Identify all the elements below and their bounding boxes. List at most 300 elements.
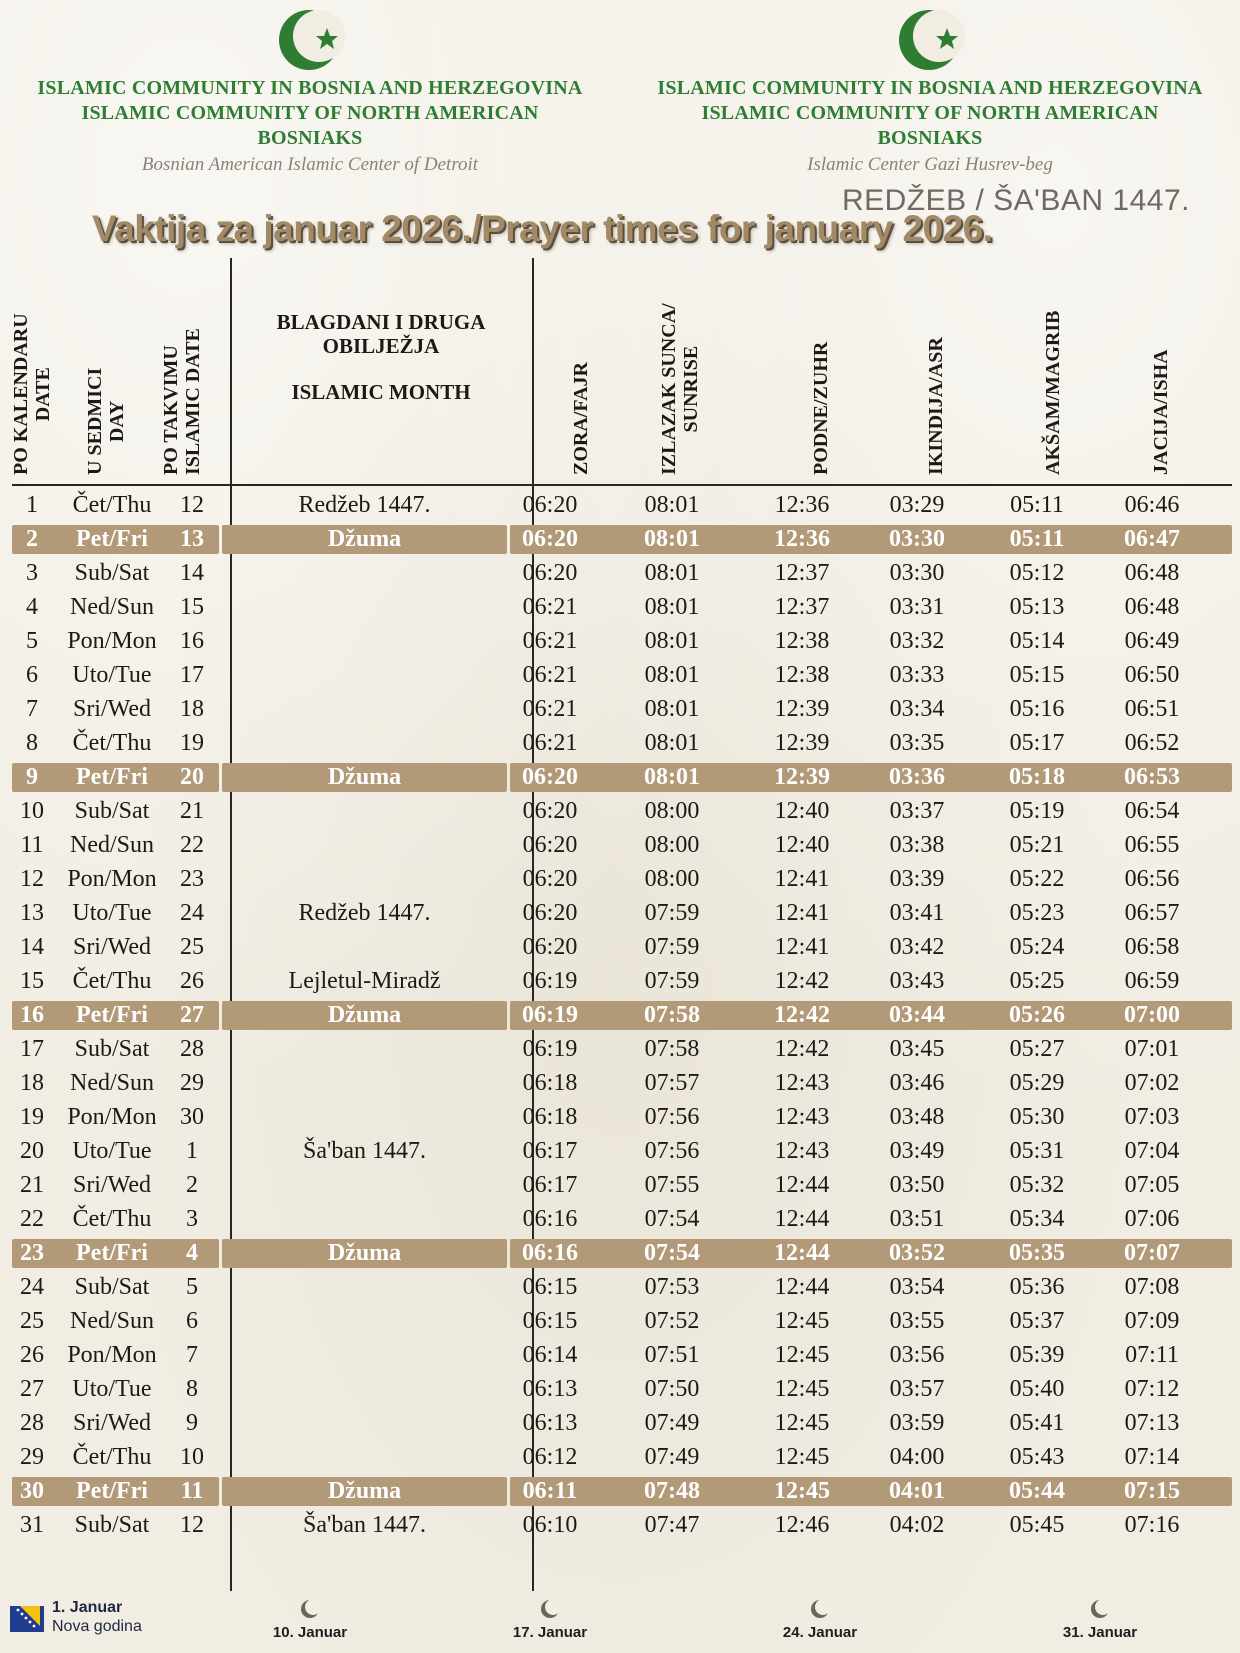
cell-day: Pet/Fri	[76, 1002, 148, 1028]
page-title: Vaktija za januar 2026./Prayer times for january 2026.	[92, 208, 993, 249]
cell-asr: 03:34	[889, 696, 945, 722]
org-subtitle: Bosnian American Islamic Center of Detroit	[141, 154, 479, 175]
cell-day: Sub/Sat	[74, 560, 150, 586]
cell-date: 28	[20, 1410, 44, 1436]
table-row	[12, 556, 1232, 590]
cell-sunrise: 07:53	[644, 1274, 700, 1300]
cell-isha: 06:53	[1124, 764, 1180, 790]
table-header	[12, 258, 1232, 483]
table-row	[12, 964, 1232, 998]
cell-asr: 03:43	[889, 968, 945, 994]
cell-sunrise: 07:57	[644, 1070, 700, 1096]
cell-asr: 03:50	[889, 1172, 945, 1198]
cell-asr: 03:29	[889, 492, 945, 518]
cell-isha: 07:09	[1124, 1308, 1180, 1334]
header	[0, 0, 1240, 175]
header-zuhr: PODNE/ZUHR	[810, 341, 832, 475]
table-row	[12, 998, 1232, 1032]
cell-date: 24	[20, 1274, 44, 1300]
cell-asr: 03:44	[889, 1002, 945, 1028]
cell-zuhr: 12:44	[774, 1240, 830, 1266]
cell-note: Ša'ban 1447.	[303, 1512, 426, 1538]
cell-day: Sub/Sat	[74, 1036, 150, 1062]
cell-zuhr: 12:42	[774, 1036, 830, 1062]
crescent-icon	[298, 1598, 322, 1620]
cell-date: 25	[20, 1308, 44, 1334]
table-row	[12, 1134, 1232, 1168]
cell-date: 21	[20, 1172, 44, 1198]
cell-date: 8	[26, 730, 38, 756]
cell-zuhr: 12:44	[774, 1172, 830, 1198]
cell-day: Pet/Fri	[76, 1478, 148, 1504]
cell-date: 5	[26, 628, 38, 654]
cell-note: Džuma	[327, 1478, 402, 1504]
header-maghrib: AKŠAM/MAGRIB	[1042, 310, 1064, 475]
cell-sunrise: 08:01	[644, 696, 700, 722]
header-asr: IKINDIJA/ASR	[925, 337, 947, 475]
cell-date: 22	[20, 1206, 44, 1232]
cell-fajr: 06:21	[522, 628, 578, 654]
cell-date: 29	[20, 1444, 44, 1470]
cell-note: Džuma	[327, 764, 402, 790]
cell-fajr: 06:16	[522, 1206, 578, 1232]
cell-islamic-date: 30	[180, 1104, 204, 1130]
org-line-2: ISLAMIC COMMUNITY OF NORTH AMERICAN BOSNIAKS	[81, 102, 539, 149]
cell-day: Ned/Sun	[70, 1070, 154, 1096]
cell-sunrise: 07:49	[644, 1410, 700, 1436]
cell-maghrib: 05:21	[1009, 832, 1065, 858]
cell-day: Pet/Fri	[76, 526, 148, 552]
cell-date: 15	[20, 968, 44, 994]
cell-islamic-date: 12	[180, 492, 204, 518]
cell-zuhr: 12:36	[774, 526, 830, 552]
cell-date: 30	[20, 1478, 44, 1504]
cell-sunrise: 08:01	[644, 560, 700, 586]
cell-day: Pon/Mon	[67, 628, 157, 654]
table-row	[12, 1338, 1232, 1372]
footer-event: 10. Januar	[250, 1598, 370, 1641]
cell-asr: 03:32	[889, 628, 945, 654]
cell-maghrib: 05:14	[1009, 628, 1065, 654]
cell-isha: 07:15	[1124, 1478, 1180, 1504]
header-date: PO KALENDARU DATE	[10, 313, 54, 475]
cell-isha: 07:16	[1124, 1512, 1180, 1538]
cell-isha: 07:07	[1124, 1240, 1180, 1266]
cell-day: Pon/Mon	[67, 866, 157, 892]
cell-day: Uto/Tue	[72, 900, 152, 926]
cell-zuhr: 12:44	[774, 1206, 830, 1232]
cell-isha: 06:48	[1124, 594, 1180, 620]
table-body	[12, 488, 1232, 1542]
cell-day: Pon/Mon	[67, 1342, 157, 1368]
cell-maghrib: 05:29	[1009, 1070, 1065, 1096]
cell-fajr: 06:21	[522, 662, 578, 688]
cell-fajr: 06:19	[522, 1036, 578, 1062]
cell-islamic-date: 18	[180, 696, 204, 722]
cell-isha: 07:11	[1125, 1342, 1179, 1368]
cell-isha: 06:52	[1124, 730, 1180, 756]
cell-isha: 06:46	[1124, 492, 1180, 518]
cell-fajr: 06:15	[522, 1308, 578, 1334]
cell-isha: 06:57	[1124, 900, 1180, 926]
table-row	[12, 624, 1232, 658]
table-row	[12, 1406, 1232, 1440]
cell-asr: 03:42	[889, 934, 945, 960]
table-row	[12, 1066, 1232, 1100]
cell-islamic-date: 17	[180, 662, 204, 688]
cell-islamic-date: 22	[180, 832, 204, 858]
cell-maghrib: 05:43	[1009, 1444, 1065, 1470]
cell-zuhr: 12:43	[774, 1070, 830, 1096]
cell-islamic-date: 15	[180, 594, 204, 620]
cell-fajr: 06:21	[522, 594, 578, 620]
cell-fajr: 06:18	[522, 1104, 578, 1130]
cell-zuhr: 12:45	[774, 1410, 830, 1436]
cell-isha: 06:48	[1124, 560, 1180, 586]
header-sunrise: IZLAZAK SUNCA/ SUNRISE	[658, 303, 702, 475]
cell-day: Sri/Wed	[72, 696, 152, 722]
cell-maghrib: 05:36	[1009, 1274, 1065, 1300]
table-row	[12, 828, 1232, 862]
cell-fajr: 06:20	[522, 560, 578, 586]
cell-zuhr: 12:45	[774, 1478, 830, 1504]
cell-day: Pet/Fri	[76, 1240, 148, 1266]
cell-date: 12	[20, 866, 44, 892]
cell-isha: 06:55	[1124, 832, 1180, 858]
cell-asr: 03:59	[889, 1410, 945, 1436]
cell-date: 1	[26, 492, 38, 518]
cell-day: Ned/Sun	[70, 594, 154, 620]
cell-sunrise: 07:59	[644, 968, 700, 994]
table-row	[12, 862, 1232, 896]
table-row	[12, 896, 1232, 930]
cell-asr: 03:54	[889, 1274, 945, 1300]
cell-day: Sri/Wed	[72, 934, 152, 960]
cell-day: Pon/Mon	[67, 1104, 157, 1130]
cell-day: Uto/Tue	[72, 1376, 152, 1402]
table-row	[12, 692, 1232, 726]
cell-zuhr: 12:39	[774, 764, 830, 790]
crescent-icon	[538, 1598, 562, 1620]
cell-islamic-date: 23	[180, 866, 204, 892]
cell-zuhr: 12:46	[774, 1512, 830, 1538]
cell-maghrib: 05:24	[1009, 934, 1065, 960]
cell-sunrise: 07:54	[644, 1206, 700, 1232]
cell-sunrise: 08:01	[644, 662, 700, 688]
cell-isha: 06:58	[1124, 934, 1180, 960]
cell-sunrise: 07:55	[644, 1172, 700, 1198]
cell-isha: 07:02	[1124, 1070, 1180, 1096]
cell-day: Čet/Thu	[72, 968, 152, 994]
cell-islamic-date: 19	[180, 730, 204, 756]
cell-isha: 06:51	[1124, 696, 1180, 722]
cell-islamic-date: 21	[180, 798, 204, 824]
cell-fajr: 06:20	[522, 764, 578, 790]
cell-asr: 03:41	[889, 900, 945, 926]
cell-date: 7	[26, 696, 38, 722]
cell-islamic-date: 2	[186, 1172, 198, 1198]
cell-zuhr: 12:38	[774, 628, 830, 654]
cell-isha: 07:03	[1124, 1104, 1180, 1130]
cell-sunrise: 07:52	[644, 1308, 700, 1334]
cell-day: Uto/Tue	[72, 1138, 152, 1164]
cell-date: 2	[26, 526, 38, 552]
cell-isha: 07:05	[1124, 1172, 1180, 1198]
cell-zuhr: 12:42	[774, 968, 830, 994]
cell-day: Pet/Fri	[76, 764, 148, 790]
cell-date: 6	[26, 662, 38, 688]
cell-day: Sub/Sat	[74, 1512, 150, 1538]
crescent-star-logo-icon	[895, 2, 965, 76]
table-row	[12, 1236, 1232, 1270]
cell-date: 23	[20, 1240, 44, 1266]
cell-note: Redžeb 1447.	[298, 900, 431, 926]
cell-date: 13	[20, 900, 44, 926]
table-row	[12, 1304, 1232, 1338]
cell-date: 31	[20, 1512, 44, 1538]
bosnia-flag-icon	[10, 1606, 44, 1632]
cell-islamic-date: 13	[180, 526, 204, 552]
table-row	[12, 1508, 1232, 1542]
cell-maghrib: 05:44	[1009, 1478, 1065, 1504]
cell-fajr: 06:14	[522, 1342, 578, 1368]
table-row	[12, 1372, 1232, 1406]
table-row	[12, 1270, 1232, 1304]
cell-day: Ned/Sun	[70, 832, 154, 858]
cell-isha: 07:13	[1124, 1410, 1180, 1436]
cell-sunrise: 07:58	[644, 1036, 700, 1062]
cell-asr: 03:30	[889, 560, 945, 586]
cell-maghrib: 05:19	[1009, 798, 1065, 824]
cell-islamic-date: 3	[186, 1206, 198, 1232]
cell-fajr: 06:17	[522, 1172, 578, 1198]
cell-maghrib: 05:11	[1010, 492, 1064, 518]
cell-asr: 03:33	[889, 662, 945, 688]
cell-asr: 03:46	[889, 1070, 945, 1096]
table-row	[12, 1168, 1232, 1202]
cell-asr: 03:39	[889, 866, 945, 892]
cell-asr: 03:55	[889, 1308, 945, 1334]
cell-sunrise: 07:58	[644, 1002, 700, 1028]
cell-asr: 03:49	[889, 1138, 945, 1164]
cell-fajr: 06:13	[522, 1410, 578, 1436]
cell-asr: 03:35	[889, 730, 945, 756]
cell-day: Uto/Tue	[72, 662, 152, 688]
cell-maghrib: 05:16	[1009, 696, 1065, 722]
cell-islamic-date: 8	[186, 1376, 198, 1402]
cell-maghrib: 05:35	[1009, 1240, 1065, 1266]
cell-zuhr: 12:45	[774, 1376, 830, 1402]
cell-fajr: 06:11	[522, 1478, 578, 1504]
cell-maghrib: 05:25	[1009, 968, 1065, 994]
cell-sunrise: 08:01	[644, 594, 700, 620]
cell-isha: 06:59	[1124, 968, 1180, 994]
cell-fajr: 06:20	[522, 832, 578, 858]
cell-asr: 03:52	[889, 1240, 945, 1266]
cell-zuhr: 12:39	[774, 730, 830, 756]
cell-asr: 03:30	[889, 526, 945, 552]
cell-isha: 07:06	[1124, 1206, 1180, 1232]
cell-date: 3	[26, 560, 38, 586]
cell-isha: 07:01	[1124, 1036, 1180, 1062]
cell-asr: 03:45	[889, 1036, 945, 1062]
cell-maghrib: 05:12	[1009, 560, 1065, 586]
footer-event: 17. Januar	[490, 1598, 610, 1641]
table-row	[12, 1100, 1232, 1134]
cell-maghrib: 05:27	[1009, 1036, 1065, 1062]
cell-day: Čet/Thu	[72, 1444, 152, 1470]
cell-isha: 06:56	[1124, 866, 1180, 892]
table-row	[12, 1202, 1232, 1236]
cell-islamic-date: 14	[180, 560, 204, 586]
cell-date: 19	[20, 1104, 44, 1130]
cell-islamic-date: 27	[180, 1002, 204, 1028]
cell-date: 20	[20, 1138, 44, 1164]
cell-islamic-date: 28	[180, 1036, 204, 1062]
cell-asr: 03:56	[889, 1342, 945, 1368]
cell-maghrib: 05:40	[1009, 1376, 1065, 1402]
cell-sunrise: 08:00	[644, 866, 700, 892]
cell-zuhr: 12:39	[774, 696, 830, 722]
cell-zuhr: 12:37	[774, 594, 830, 620]
cell-islamic-date: 11	[180, 1478, 204, 1504]
cell-zuhr: 12:43	[774, 1104, 830, 1130]
cell-islamic-date: 26	[180, 968, 204, 994]
org-line-1: ISLAMIC COMMUNITY IN BOSNIA AND HERZEGOVINA	[37, 77, 583, 99]
cell-fajr: 06:13	[522, 1376, 578, 1402]
cell-zuhr: 12:41	[774, 866, 830, 892]
cell-zuhr: 12:42	[774, 1002, 830, 1028]
cell-maghrib: 05:22	[1009, 866, 1065, 892]
cell-islamic-date: 1	[186, 1138, 198, 1164]
cell-date: 26	[20, 1342, 44, 1368]
cell-fajr: 06:12	[522, 1444, 578, 1470]
org-line-2: ISLAMIC COMMUNITY OF NORTH AMERICAN BOSNIAKS	[701, 102, 1159, 149]
cell-zuhr: 12:45	[774, 1342, 830, 1368]
cell-islamic-date: 25	[180, 934, 204, 960]
cell-sunrise: 08:00	[644, 798, 700, 824]
cell-sunrise: 07:47	[644, 1512, 700, 1538]
cell-fajr: 06:20	[522, 866, 578, 892]
cell-date: 9	[26, 764, 38, 790]
org-block-left	[30, 0, 590, 177]
cell-isha: 06:49	[1124, 628, 1180, 654]
cell-sunrise: 07:50	[644, 1376, 700, 1402]
cell-isha: 07:00	[1124, 1002, 1180, 1028]
cell-zuhr: 12:40	[774, 798, 830, 824]
cell-islamic-date: 10	[180, 1444, 204, 1470]
cell-sunrise: 07:56	[644, 1138, 700, 1164]
org-block-right	[650, 0, 1210, 177]
cell-day: Čet/Thu	[72, 730, 152, 756]
crescent-star-logo-icon	[275, 2, 345, 76]
cell-zuhr: 12:41	[774, 934, 830, 960]
cell-fajr: 06:19	[522, 968, 578, 994]
cell-day: Ned/Sun	[70, 1308, 154, 1334]
cell-date: 14	[20, 934, 44, 960]
cell-islamic-date: 12	[180, 1512, 204, 1538]
cell-note: Lejletul-Miradž	[288, 968, 441, 994]
cell-fajr: 06:20	[522, 934, 578, 960]
cell-sunrise: 08:01	[644, 492, 700, 518]
cell-date: 18	[20, 1070, 44, 1096]
cell-maghrib: 05:15	[1009, 662, 1065, 688]
cell-sunrise: 08:01	[644, 730, 700, 756]
cell-date: 10	[20, 798, 44, 824]
hijri-months-label: REDŽEB / ŠA'BAN 1447.	[841, 184, 1190, 217]
cell-sunrise: 07:54	[644, 1240, 700, 1266]
cell-date: 27	[20, 1376, 44, 1402]
cell-sunrise: 08:01	[644, 764, 700, 790]
cell-note: Džuma	[327, 1002, 402, 1028]
cell-day: Sub/Sat	[74, 798, 150, 824]
cell-maghrib: 05:30	[1009, 1104, 1065, 1130]
table-row	[12, 590, 1232, 624]
cell-isha: 06:54	[1124, 798, 1180, 824]
new-year-note: 1. Januar Nova godina	[52, 1599, 142, 1635]
cell-maghrib: 05:37	[1009, 1308, 1065, 1334]
cell-note: Redžeb 1447.	[298, 492, 431, 518]
cell-day: Čet/Thu	[72, 492, 152, 518]
cell-sunrise: 08:01	[644, 526, 700, 552]
header-fajr: ZORA/FAJR	[570, 362, 592, 475]
cell-date: 4	[26, 594, 38, 620]
cell-isha: 06:47	[1124, 526, 1180, 552]
cell-day: Sub/Sat	[74, 1274, 150, 1300]
header-divider	[12, 484, 1232, 486]
crescent-icon	[1088, 1598, 1112, 1620]
footer-event: 31. Januar	[1040, 1598, 1160, 1641]
footer-event: 24. Januar	[760, 1598, 880, 1641]
cell-maghrib: 05:34	[1009, 1206, 1065, 1232]
cell-isha: 07:12	[1124, 1376, 1180, 1402]
table-row	[12, 1032, 1232, 1066]
footer	[0, 1594, 1240, 1653]
header-islamic-date: PO TAKVIMU ISLAMIC DATE	[160, 328, 204, 475]
cell-zuhr: 12:44	[774, 1274, 830, 1300]
cell-day: Čet/Thu	[72, 1206, 152, 1232]
table-row	[12, 1474, 1232, 1508]
cell-islamic-date: 20	[180, 764, 204, 790]
table-row	[12, 658, 1232, 692]
cell-note: Džuma	[327, 1240, 402, 1266]
cell-asr: 03:57	[889, 1376, 945, 1402]
cell-note: Ša'ban 1447.	[303, 1138, 426, 1164]
cell-maghrib: 05:32	[1009, 1172, 1065, 1198]
cell-asr: 03:38	[889, 832, 945, 858]
cell-asr: 04:02	[889, 1512, 945, 1538]
cell-islamic-date: 6	[186, 1308, 198, 1334]
cell-fajr: 06:16	[522, 1240, 578, 1266]
cell-sunrise: 08:00	[644, 832, 700, 858]
prayer-times-table	[12, 258, 1232, 1591]
cell-maghrib: 05:41	[1009, 1410, 1065, 1436]
org-line-1: ISLAMIC COMMUNITY IN BOSNIA AND HERZEGOVINA	[657, 77, 1203, 99]
cell-maghrib: 05:45	[1009, 1512, 1065, 1538]
cell-zuhr: 12:37	[774, 560, 830, 586]
cell-zuhr: 12:41	[774, 900, 830, 926]
cell-isha: 07:08	[1124, 1274, 1180, 1300]
cell-fajr: 06:18	[522, 1070, 578, 1096]
cell-maghrib: 05:23	[1009, 900, 1065, 926]
table-row	[12, 488, 1232, 522]
cell-sunrise: 07:56	[644, 1104, 700, 1130]
cell-zuhr: 12:45	[774, 1444, 830, 1470]
cell-zuhr: 12:43	[774, 1138, 830, 1164]
cell-note: Džuma	[327, 526, 402, 552]
cell-sunrise: 07:59	[644, 934, 700, 960]
cell-maghrib: 05:13	[1009, 594, 1065, 620]
